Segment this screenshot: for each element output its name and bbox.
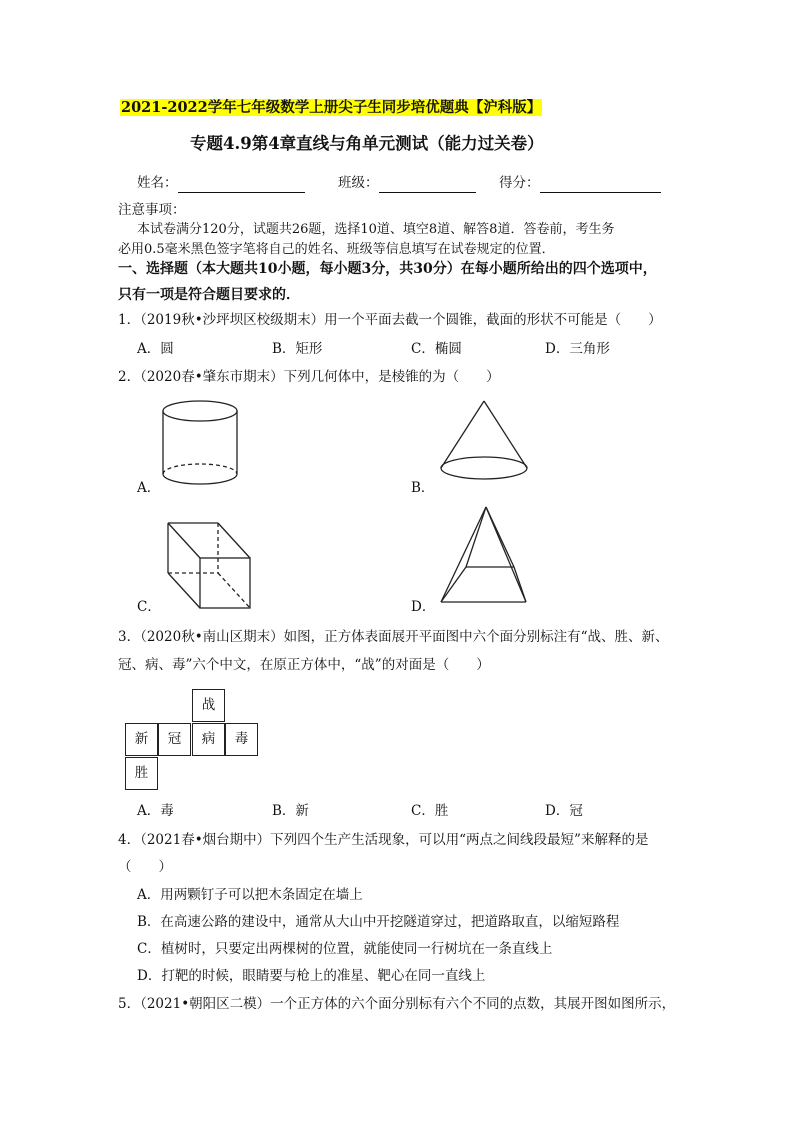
notice-line1: 本试卷满分120分，试题共26题，选择10道、填空8道、解答8道．答卷前，考生务 [137,222,615,237]
net-cell-sheng: 胜 [125,757,158,790]
class-label: 班级： [338,175,379,191]
class-blank[interactable] [379,178,476,193]
net-cell-zhan: 战 [192,689,225,722]
q1-option-d[interactable]: D．三角形 [545,341,610,357]
net-cell-bing: 病 [192,723,225,756]
section-heading-line1: 一、选择题（本大题共10小题，每小题3分，共30分）在每小题所给出的四个选项中， [118,261,657,277]
q4-option-b[interactable]: B．在高速公路的建设中，通常从大山中开挖隧道穿过，把道路取直，以缩短路程 [137,914,620,930]
q3-option-b[interactable]: B．新 [272,803,309,819]
class-field[interactable] [338,173,476,193]
score-label: 得分： [499,175,540,191]
q3-stem-line1: 3．（2020秋•南山区期末）如图，正方体表面展开平面图中六个面分别标注有“战、胜、新、 [118,629,669,645]
net-cell-du: 毒 [225,723,258,756]
q1-option-b[interactable]: B．矩形 [272,341,323,357]
q5-stem: 5．（2021•朝阳区二模）一个正方体的六个面分别标有六个不同的点数，其展开图如图所示， [118,996,676,1012]
name-blank[interactable] [178,178,305,193]
q3-stem-line2: 冠、病、毒”六个中文，在原正方体中，“战”的对面是（ ） [118,657,490,673]
cone-figure [436,398,532,490]
net-cell-guan: 冠 [158,723,191,756]
header-banner: 2021-2022学年七年级数学上册尖子生同步培优题典【沪科版】 [121,99,542,116]
q1-option-a[interactable]: A．圆 [137,341,174,357]
q2-option-d[interactable]: D． [411,599,436,615]
q2-option-b[interactable]: B． [411,480,435,496]
q4-option-a[interactable]: A．用两颗钉子可以把木条固定在墙上 [137,887,363,903]
score-field[interactable] [499,173,661,193]
q4-option-d[interactable]: D．打靶的时候，眼睛要与枪上的准星、靶心在同一直线上 [137,968,486,984]
q2-stem: 2．（2020春•肇东市期末）下列几何体中，是棱锥的为（ ） [118,369,500,385]
pyramid-figure [436,502,536,612]
name-label: 姓名： [137,175,178,191]
q3-option-c[interactable]: C．胜 [411,803,449,819]
page-title: 专题4.9第4章直线与角单元测试（能力过关卷） [190,134,544,153]
net-cell-xin: 新 [125,723,158,756]
q4-stem-line1: 4．（2021春•烟台期中）下列四个生产生活现象，可以用“两点之间线段最短”来解释的是 [118,832,649,848]
q4-stem-line2: （ ） [118,859,172,875]
q2-option-a[interactable]: A． [137,480,161,496]
q4-option-c[interactable]: C．植树时，只要定出两棵树的位置，就能使同一行树坑在一条直线上 [137,941,553,957]
q2-option-c[interactable]: C． [137,599,161,615]
notice-heading: 注意事项： [118,202,186,218]
notice-line2: 必用0.5毫米黑色签字笔将自己的姓名、班级等信息填写在试卷规定的位置． [118,242,555,257]
section-heading-line2: 只有一项是符合题目要求的． [118,287,300,303]
q3-option-d[interactable]: D．冠 [545,803,583,819]
q3-option-a[interactable]: A．毒 [137,803,174,819]
name-field[interactable] [137,173,305,193]
q1-stem: 1．（2019秋•沙坪坝区校级期末）用一个平面去截一个圆锥，截面的形状不可能是（ ） [118,312,662,328]
cylinder-figure [158,398,244,490]
q1-option-c[interactable]: C．椭圆 [411,341,462,357]
cuboid-figure [158,518,258,613]
score-blank[interactable] [540,178,661,193]
